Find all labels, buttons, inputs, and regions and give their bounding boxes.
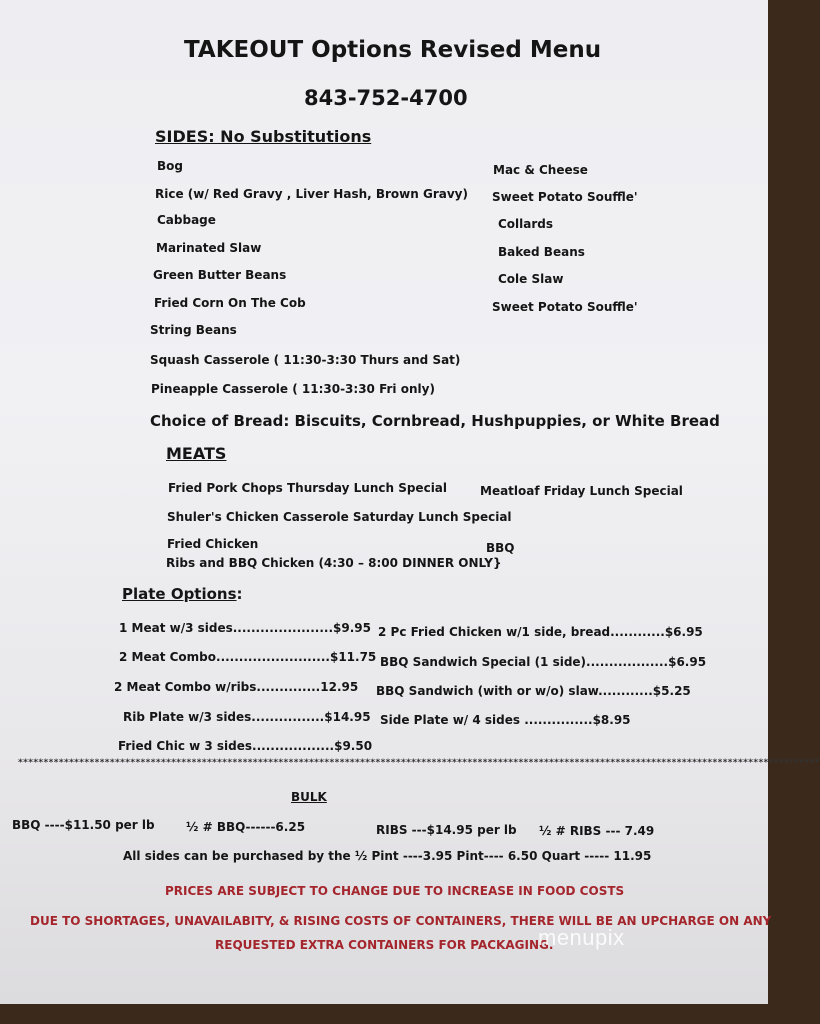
plate-option: Rib Plate w/3 sides................$14.95 (123, 710, 371, 724)
bulk-item: ½ # BBQ------6.25 (186, 820, 306, 834)
plate-option: 1 Meat w/3 sides......................$9.95 (119, 621, 371, 635)
menu-title: TAKEOUT Options Revised Menu (184, 37, 602, 63)
plate-option: Fried Chic w 3 sides..................$9.50 (118, 739, 373, 753)
plate-option: 2 Meat Combo.........................$11.75 (119, 650, 377, 664)
phone-number: 843-752-4700 (304, 86, 468, 110)
bulk-heading: BULK (291, 790, 327, 804)
side-item: Mac & Cheese (493, 163, 588, 177)
meats-heading: MEATS (166, 444, 227, 463)
side-item: Bog (157, 159, 183, 173)
container-notice-line-2: REQUESTED EXTRA CONTAINERS FOR PACKAGING. (215, 938, 554, 952)
meat-item: Ribs and BBQ Chicken (4:30 – 8:00 DINNER ONLY} (166, 556, 502, 570)
side-item: Cole Slaw (498, 272, 564, 286)
meat-item: Fried Pork Chops Thursday Lunch Special (168, 481, 448, 495)
plate-option: Side Plate w/ 4 sides ...............$8.95 (380, 713, 631, 727)
bulk-sides-line: All sides can be purchased by the ½ Pint ----3.95 Pint---- 6.50 Quart ----- 11.95 (123, 849, 652, 863)
plate-option: 2 Pc Fried Chicken w/1 side, bread............$6.95 (378, 625, 703, 639)
side-item: Rice (w/ Red Gravy , Liver Hash, Brown Gravy) (155, 187, 468, 201)
price-notice: PRICES ARE SUBJECT TO CHANGE DUE TO INCREASE IN FOOD COSTS (165, 884, 625, 898)
container-notice-line-1: DUE TO SHORTAGES, UNAVAILABITY, & RISING COSTS OF CONTAINERS, THERE WILL BE AN UPCHARGE ON ANY (30, 914, 772, 928)
meat-item: Shuler's Chicken Casserole Saturday Lunch Special (167, 510, 512, 524)
star-divider: ************************************************************************************************************************************************************* (18, 758, 820, 768)
side-item: Cabbage (157, 213, 216, 227)
side-item: Sweet Potato Souffle' (492, 300, 638, 314)
side-item: Green Butter Beans (153, 268, 287, 282)
bulk-item: ½ # RIBS --- 7.49 (539, 824, 655, 838)
plate-options-colon: : (236, 585, 243, 603)
meat-item: BBQ (486, 541, 515, 555)
side-item: Squash Casserole ( 11:30-3:30 Thurs and Sat) (150, 353, 461, 367)
side-item: Fried Corn On The Cob (154, 296, 306, 310)
bread-choice: Choice of Bread: Biscuits, Cornbread, Hushpuppies, or White Bread (150, 412, 720, 430)
meat-item: Fried Chicken (167, 537, 259, 551)
side-item: Sweet Potato Souffle' (492, 190, 638, 204)
side-item: Pineapple Casserole ( 11:30-3:30 Fri only) (151, 382, 435, 396)
plate-options-label: Plate Options (122, 585, 237, 603)
meat-item: Meatloaf Friday Lunch Special (480, 484, 683, 498)
side-item: String Beans (150, 323, 237, 337)
side-item: Collards (498, 217, 554, 231)
watermark-logo: menupix (538, 925, 625, 950)
side-item: Baked Beans (498, 245, 585, 259)
side-item: Marinated Slaw (156, 241, 262, 255)
plate-option: BBQ Sandwich (with or w/o) slaw............$5.25 (376, 684, 691, 698)
sides-heading: SIDES: No Substitutions (155, 127, 372, 146)
plate-option: 2 Meat Combo w/ribs..............12.95 (114, 680, 359, 694)
bulk-item: RIBS ---$14.95 per lb (376, 823, 517, 837)
plate-option: BBQ Sandwich Special (1 side)..................$6.95 (380, 655, 707, 669)
bulk-item: BBQ ----$11.50 per lb (12, 818, 155, 832)
plate-options-heading (108, 585, 243, 603)
